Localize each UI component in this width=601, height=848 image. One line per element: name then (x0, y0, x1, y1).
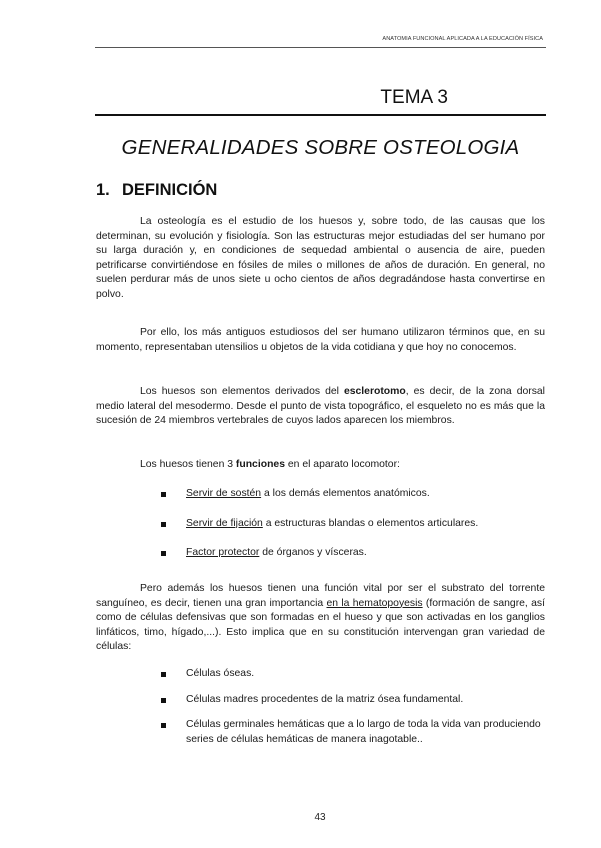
paragraph-definition: La osteología es el estudio de los huesos y, sobre todo, de las causas que los determinan, su evolución y fisiología. Son las estructuras mejor estudiadas del ser humano por su larga duración y, en condiciones de sequedad ambiental o ausencia de aire, pueden petrificarse convirtiéndose en fósiles de miles o millones de años de duración. En general, no suelen perdurar más de unos siete u ocho cientos de años degradándose hasta convertirse en polvo. (96, 216, 545, 300)
cell-type-text: Células óseas. (186, 668, 255, 679)
list-item (96, 546, 545, 561)
paragraph-origin-part2: , es decir, de la zona dorsal medio lateral del mesodermo. Desde el punto de vista topográfico, el esqueleto no es más que la sucesión de 24 miembros vertebrales de cuyos lados aparecen los miembros. (96, 386, 545, 427)
cells-list (96, 667, 545, 758)
bullet-icon (161, 522, 166, 527)
function-text: de órganos y vísceras. (259, 547, 367, 559)
paragraph-functions-intro (96, 458, 545, 473)
term-funciones: funciones (235, 459, 285, 470)
bullet-icon (161, 672, 166, 677)
page-number: 43 (314, 812, 326, 823)
term-hematopoyesis: en la hematopoyesis (326, 597, 423, 609)
function-term: Factor protector (186, 547, 260, 559)
list-item (96, 517, 545, 532)
function-term: Servir de fijación (186, 517, 263, 529)
section-heading (96, 181, 217, 200)
list-item (96, 667, 545, 682)
paragraph-history: Por ello, los más antiguos estudiosos del ser humano utilizaron términos que, en su momento, representaban utensilios u objetos de la vida cotidiana y que hoy no conocemos. (96, 327, 545, 353)
section-title: DEFINICIÓN (122, 181, 218, 199)
cell-type-text: Células madres procedentes de la matriz ósea fundamental. (186, 693, 464, 705)
running-header: ANATOMIA FUNCIONAL APLICADA A LA EDUCACIÓN FÍSICA (382, 36, 543, 42)
chapter-label: TEMA 3 (380, 87, 448, 108)
paragraph-origin (96, 385, 545, 429)
function-term: Servir de sostén (186, 488, 262, 499)
bullet-icon (161, 551, 166, 556)
page-title: GENERALIDADES SOBRE OSTEOLOGIA (121, 136, 520, 159)
chapter-rule (95, 114, 546, 116)
paragraph-origin-part1: Los huesos son elementos derivados del (140, 386, 344, 397)
functions-intro-part1: Los huesos tienen 3 (140, 459, 236, 470)
section-number: 1. (96, 181, 110, 199)
list-item (96, 718, 545, 747)
paragraph-hematopoiesis (96, 582, 545, 655)
function-text: a los demás elementos anatómicos. (261, 488, 430, 499)
functions-intro-part2: en el aparato locomotor: (284, 459, 400, 470)
list-item (96, 487, 545, 502)
hematopoiesis-part2: (formación de sangre, así como de células defensivas que son formadas en el hueso y que son activadas en los ganglios linfáticos, timo, hígado,...). Esto implica que en su constitución intervengan gran variedad de células: (96, 597, 545, 653)
bullet-icon (161, 723, 166, 728)
cell-type-text: Células germinales hemáticas que a lo largo de toda la vida van produciendo series de células hemáticas de manera inagotable.. (186, 719, 541, 745)
bullet-icon (161, 492, 166, 497)
term-esclerotomo: esclerotomo (343, 386, 406, 397)
hematopoiesis-part1: Pero además los huesos tienen una función vital por ser el substrato del torrente sanguíneo, es decir, tienen una gran importancia (96, 583, 545, 609)
header-rule (95, 47, 546, 48)
function-text: a estructuras blandas o elementos articulares. (262, 517, 479, 529)
functions-list (96, 487, 545, 576)
bullet-icon (161, 698, 166, 703)
list-item (96, 693, 545, 708)
